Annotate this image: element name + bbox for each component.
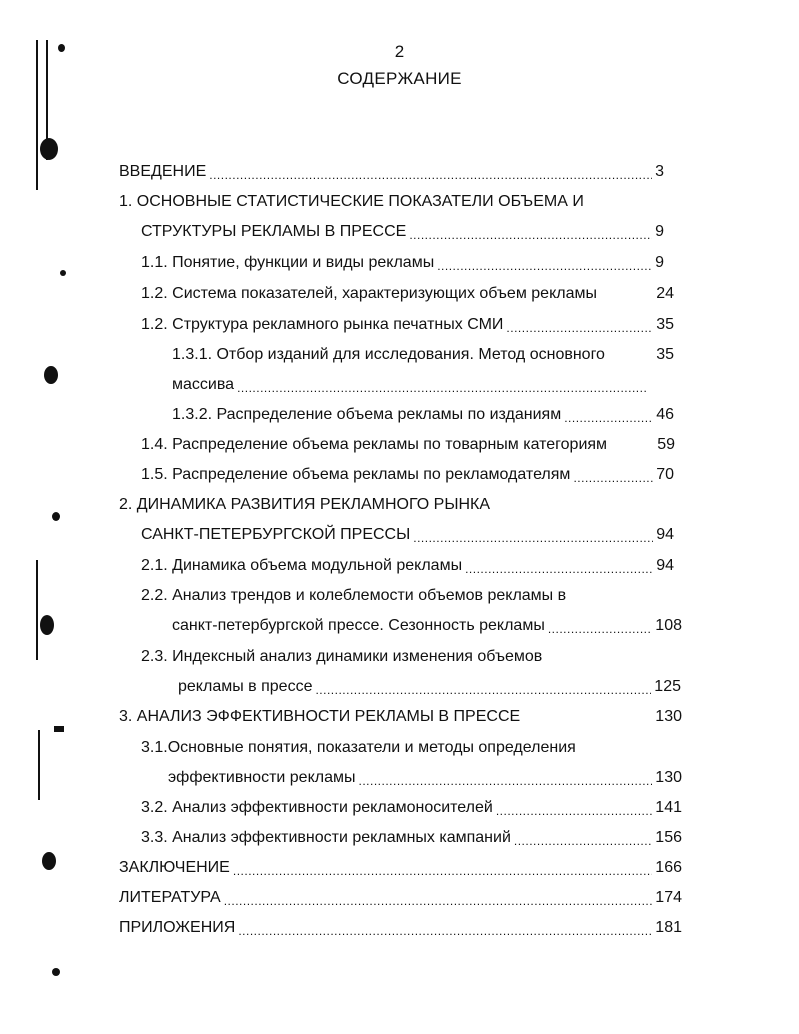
toc-entry-title: 1.4. Распределение объема рекламы по товарным категориям [141, 436, 608, 453]
toc-entry-page: 35 [656, 316, 674, 333]
toc-entry [141, 643, 674, 667]
scan-mark [52, 968, 60, 976]
toc-entry-title: 1. ОСНОВНЫЕ СТАТИСТИЧЕСКИЕ ПОКАЗАТЕЛИ ОБЪЕМА И [119, 193, 584, 210]
toc-entry-page: 9 [655, 223, 664, 240]
toc-entry-page: 70 [656, 466, 674, 483]
toc-entry-title: 3. АНАЛИЗ ЭФФЕКТИВНОСТИ РЕКЛАМЫ В ПРЕССЕ [119, 708, 521, 725]
toc-entry [172, 341, 674, 365]
toc-entry [119, 854, 682, 878]
toc-entry-title: 3.1.Основные понятия, показатели и методы определения [141, 739, 576, 756]
toc-entry-title: рекламы в прессе [178, 678, 313, 695]
page-number: 2 [394, 42, 405, 61]
toc-entry [141, 582, 674, 606]
toc-entry [141, 552, 674, 576]
toc-entry-title: СТРУКТУРЫ РЕКЛАМЫ В ПРЕССЕ [141, 223, 407, 240]
toc-entry-page: 108 [655, 617, 682, 634]
toc-entry-title: 2.2. Анализ трендов и колеблемости объемов рекламы в [141, 587, 567, 604]
scan-mark [52, 512, 60, 521]
toc-entry [119, 188, 664, 212]
scan-mark [60, 270, 66, 276]
toc-entry-page: 141 [655, 799, 682, 816]
scan-mark [36, 40, 38, 190]
toc-entry-title: массива [172, 376, 235, 393]
toc-entry [178, 673, 681, 697]
toc-entry-title: ЗАКЛЮЧЕНИЕ [119, 859, 230, 876]
toc-entry [141, 794, 682, 818]
toc-entry-page: 130 [655, 708, 682, 725]
toc-entry [119, 158, 664, 182]
scan-mark [40, 615, 54, 635]
toc-entry [141, 734, 674, 758]
toc-entry-title: 2.1. Динамика объема модульной рекламы [141, 557, 463, 574]
toc-entry-page: 9 [655, 254, 664, 271]
toc-entry [172, 401, 674, 425]
toc-entry-title: 1.2. Структура рекламного рынка печатных СМИ [141, 316, 504, 333]
toc-entry-page: 46 [656, 406, 674, 423]
toc-entry-page: 174 [655, 889, 682, 906]
scan-mark [42, 852, 56, 870]
toc-entry-title: 3.2. Анализ эффективности рекламоносителей [141, 799, 493, 816]
toc-entry [141, 824, 682, 848]
toc-entry [119, 491, 674, 515]
scan-mark [44, 366, 58, 384]
toc-entry-title: 1.3.2. Распределение объема рекламы по изданиям [172, 406, 562, 423]
toc-entry-title: 2.3. Индексный анализ динамики изменения объемов [141, 648, 543, 665]
toc-entry-page: 181 [655, 919, 682, 936]
toc-entry [141, 311, 674, 335]
scan-mark [58, 44, 65, 52]
toc-entry-page: 156 [655, 829, 682, 846]
toc-entry-title: ВВЕДЕНИЕ [119, 163, 207, 180]
toc-entry-page: 94 [656, 526, 674, 543]
scan-mark [36, 560, 38, 660]
toc-entry-title: САНКТ-ПЕТЕРБУРГСКОЙ ПРЕССЫ [141, 526, 411, 543]
toc-entry [141, 249, 664, 273]
toc-entry-page: 59 [657, 436, 675, 453]
toc-entry-title: 1.1. Понятие, функции и виды рекламы [141, 254, 435, 271]
toc-entry [141, 461, 674, 485]
toc-entry [119, 914, 682, 938]
toc-entry [168, 764, 682, 788]
toc-entry-page: 94 [656, 557, 674, 574]
toc-entry-title: 1.3.1. Отбор изданий для исследования. Метод основного [172, 346, 605, 363]
toc-entry-page: 130 [655, 769, 682, 786]
toc-entry-page: 24 [656, 285, 674, 302]
toc-entry-title: санкт-петербургской прессе. Сезонность рекламы [172, 617, 545, 634]
toc-entry-page: 125 [654, 678, 681, 695]
toc-entry [119, 703, 682, 727]
toc-entry [141, 218, 664, 242]
toc-entry [141, 521, 674, 545]
toc-entry [141, 431, 675, 455]
scan-mark [38, 730, 40, 800]
toc-entry [172, 371, 650, 395]
toc-entry [141, 280, 674, 304]
page-title: СОДЕРЖАНИЕ [337, 69, 462, 88]
scan-mark [54, 726, 64, 732]
toc-entry-title: 3.3. Анализ эффективности рекламных кампаний [141, 829, 511, 846]
toc-entry-title: ЛИТЕРАТУРА [119, 889, 221, 906]
toc-entry-title: 1.5. Распределение объема рекламы по рекламодателям [141, 466, 571, 483]
toc-entry-page: 166 [655, 859, 682, 876]
toc-entry [119, 884, 682, 908]
toc-entry-page: 3 [655, 163, 664, 180]
toc-entry-title: 1.2. Система показателей, характеризующих объем рекламы [141, 285, 597, 302]
toc-entry-title: ПРИЛОЖЕНИЯ [119, 919, 236, 936]
toc-entry-title: эффективности рекламы [168, 769, 356, 786]
toc-entry [172, 612, 682, 636]
toc-entry-title: 2. ДИНАМИКА РАЗВИТИЯ РЕКЛАМНОГО РЫНКА [119, 496, 491, 513]
toc-entry-page: 35 [656, 346, 674, 363]
scan-mark [40, 138, 58, 160]
